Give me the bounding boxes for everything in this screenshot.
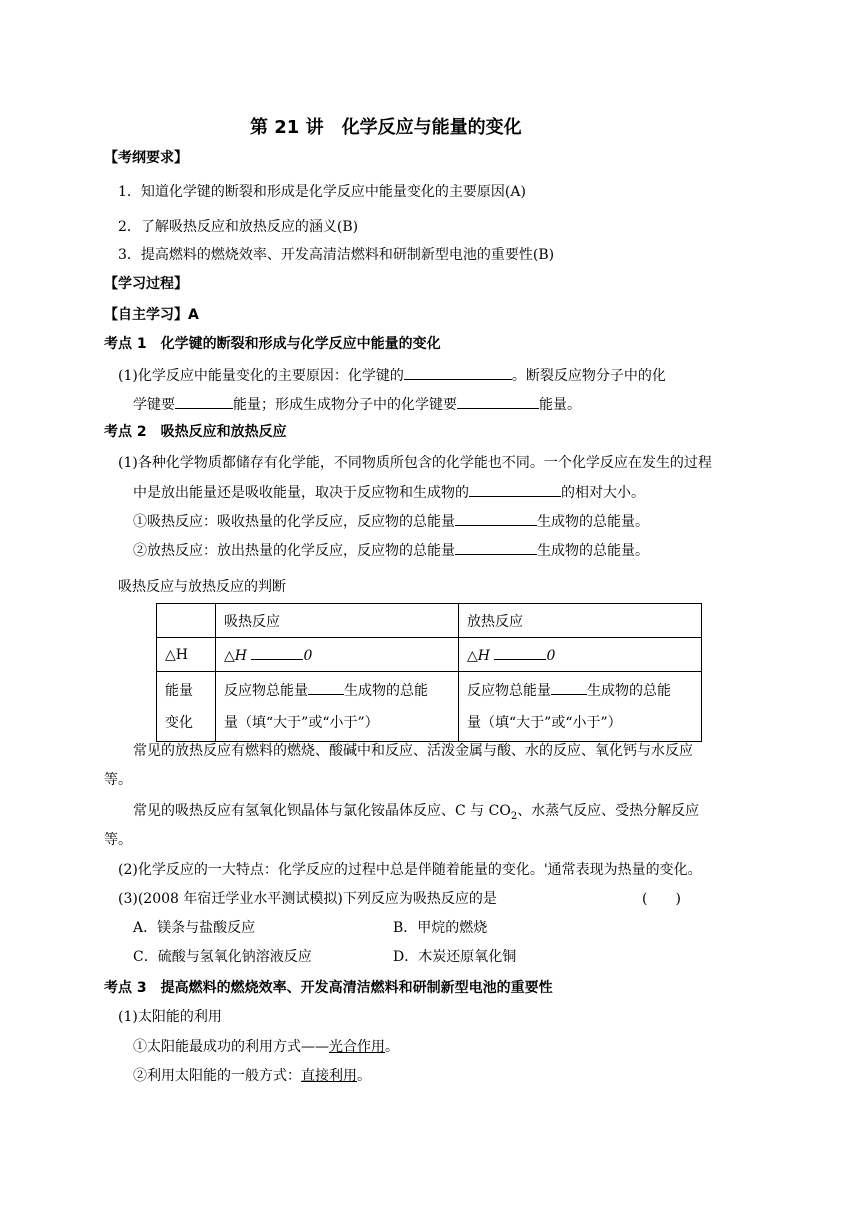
exo-common-line-2: 等。: [104, 772, 132, 788]
answer-blank[interactable]: [551, 680, 587, 695]
kp3-solar-2: ②利用太阳能的一般方式：直接利用。: [133, 1068, 371, 1084]
table-corner: [157, 604, 216, 638]
table-header-endo: 吸热反应: [216, 604, 459, 638]
table-header-exo: 放热反应: [459, 604, 702, 638]
table-dh-endo: △H 0: [216, 638, 459, 672]
answer-paren[interactable]: ( ): [642, 891, 681, 907]
section-self-study: 【自主学习】A: [104, 307, 199, 323]
answer-blank[interactable]: [251, 645, 303, 660]
answer-blank[interactable]: [469, 482, 561, 497]
option-b[interactable]: B．甲烷的燃烧: [393, 920, 488, 936]
answer-blank[interactable]: [175, 394, 233, 409]
table-energy-endo: 反应物总能量 生成物的总能 量（填“大于”或“小于”）: [216, 672, 459, 742]
kp1-line-1: (1)化学反应中能量变化的主要原因：化学键的 。断裂反应物分子中的化: [118, 365, 666, 386]
kp2-para-1-cont: 中是放出能量还是吸收能量，取决于反应物和生成物的 的相对大小。: [133, 482, 645, 503]
page-title: 第 21 讲 化学反应与能量的变化: [250, 117, 522, 138]
answer-blank[interactable]: [455, 540, 537, 555]
exothermic-def: ②放热反应：放出热量的化学反应，反应物的总能量 生成物的总能量。: [133, 540, 649, 561]
answer-blank[interactable]: [455, 511, 537, 526]
answer-blank[interactable]: [457, 394, 539, 409]
kp3-heading: 考点 3 提高燃料的燃烧效率、开发高清洁燃料和研制新型电池的重要性: [104, 980, 553, 996]
kp1-heading: 考点 1 化学键的断裂和形成与化学反应中能量的变化: [104, 336, 441, 352]
table-dh-label: △H: [157, 638, 216, 672]
requirement-item: 2．了解吸热反应和放热反应的涵义(B): [118, 219, 359, 235]
kp2-para-1: (1)各种化学物质都储存有化学能，不同物质所包含的化学能也不同。一个化学反应在发生的过程: [118, 455, 712, 471]
kp2-heading: 考点 2 吸热反应和放热反应: [104, 424, 287, 440]
endo-common-line-2: 等。: [104, 832, 132, 848]
table-energy-label: 能量 变化: [157, 672, 216, 742]
endothermic-def: ①吸热反应：吸收热量的化学反应，反应物的总能量 生成物的总能量。: [133, 511, 649, 532]
option-d[interactable]: D．木炭还原氧化铜: [393, 949, 517, 965]
section-process: 【学习过程】: [104, 276, 188, 292]
kp3-solar-1: ①太阳能最成功的利用方式——光合作用。: [133, 1039, 399, 1055]
exo-common-line-1: 常见的放热反应有燃料的燃烧、酸碱中和反应、活泼金属与酸、水的反应、氧化钙与水反应: [133, 743, 693, 759]
section-requirements: 【考纲要求】: [104, 150, 188, 166]
requirement-item: 3．提高燃料的燃烧效率、开发高清洁燃料和研制新型电池的重要性(B): [118, 247, 555, 263]
option-c[interactable]: C．硫酸与氢氧化钠溶液反应: [133, 949, 312, 965]
kp1-line-2: 学键要 能量；形成生成物分子中的化学键要 能量。: [133, 394, 581, 415]
answer-blank[interactable]: [494, 645, 546, 660]
requirement-item: 1．知道化学键的断裂和形成是化学反应中能量变化的主要原因(A): [118, 184, 526, 200]
option-a[interactable]: A．镁条与盐酸反应: [133, 920, 256, 936]
kp2-question: (3)(2008 年宿迁学业水平测试模拟)下列反应为吸热反应的是: [118, 891, 497, 907]
answer-blank[interactable]: [308, 680, 344, 695]
table-dh-exo: △H 0: [459, 638, 702, 672]
table-energy-exo: 反应物总能量 生成物的总能 量（填“大于”或“小于”）: [459, 672, 702, 742]
kp2-para-2: (2)化学反应的一大特点：化学反应的过程中总是伴随着能量的变化。'通常表现为热量的变化。: [118, 862, 702, 878]
answer-blank[interactable]: [404, 365, 512, 380]
table-title: 吸热反应与放热反应的判断: [118, 579, 286, 595]
comparison-table: [156, 603, 702, 742]
endo-common-line-1: 常见的吸热反应有氢氧化钡晶体与氯化铵晶体反应、C 与 $CO_2$、水蒸气反应、受热分解反应: [133, 803, 700, 822]
kp3-para-1: (1)太阳能的利用: [118, 1009, 222, 1025]
